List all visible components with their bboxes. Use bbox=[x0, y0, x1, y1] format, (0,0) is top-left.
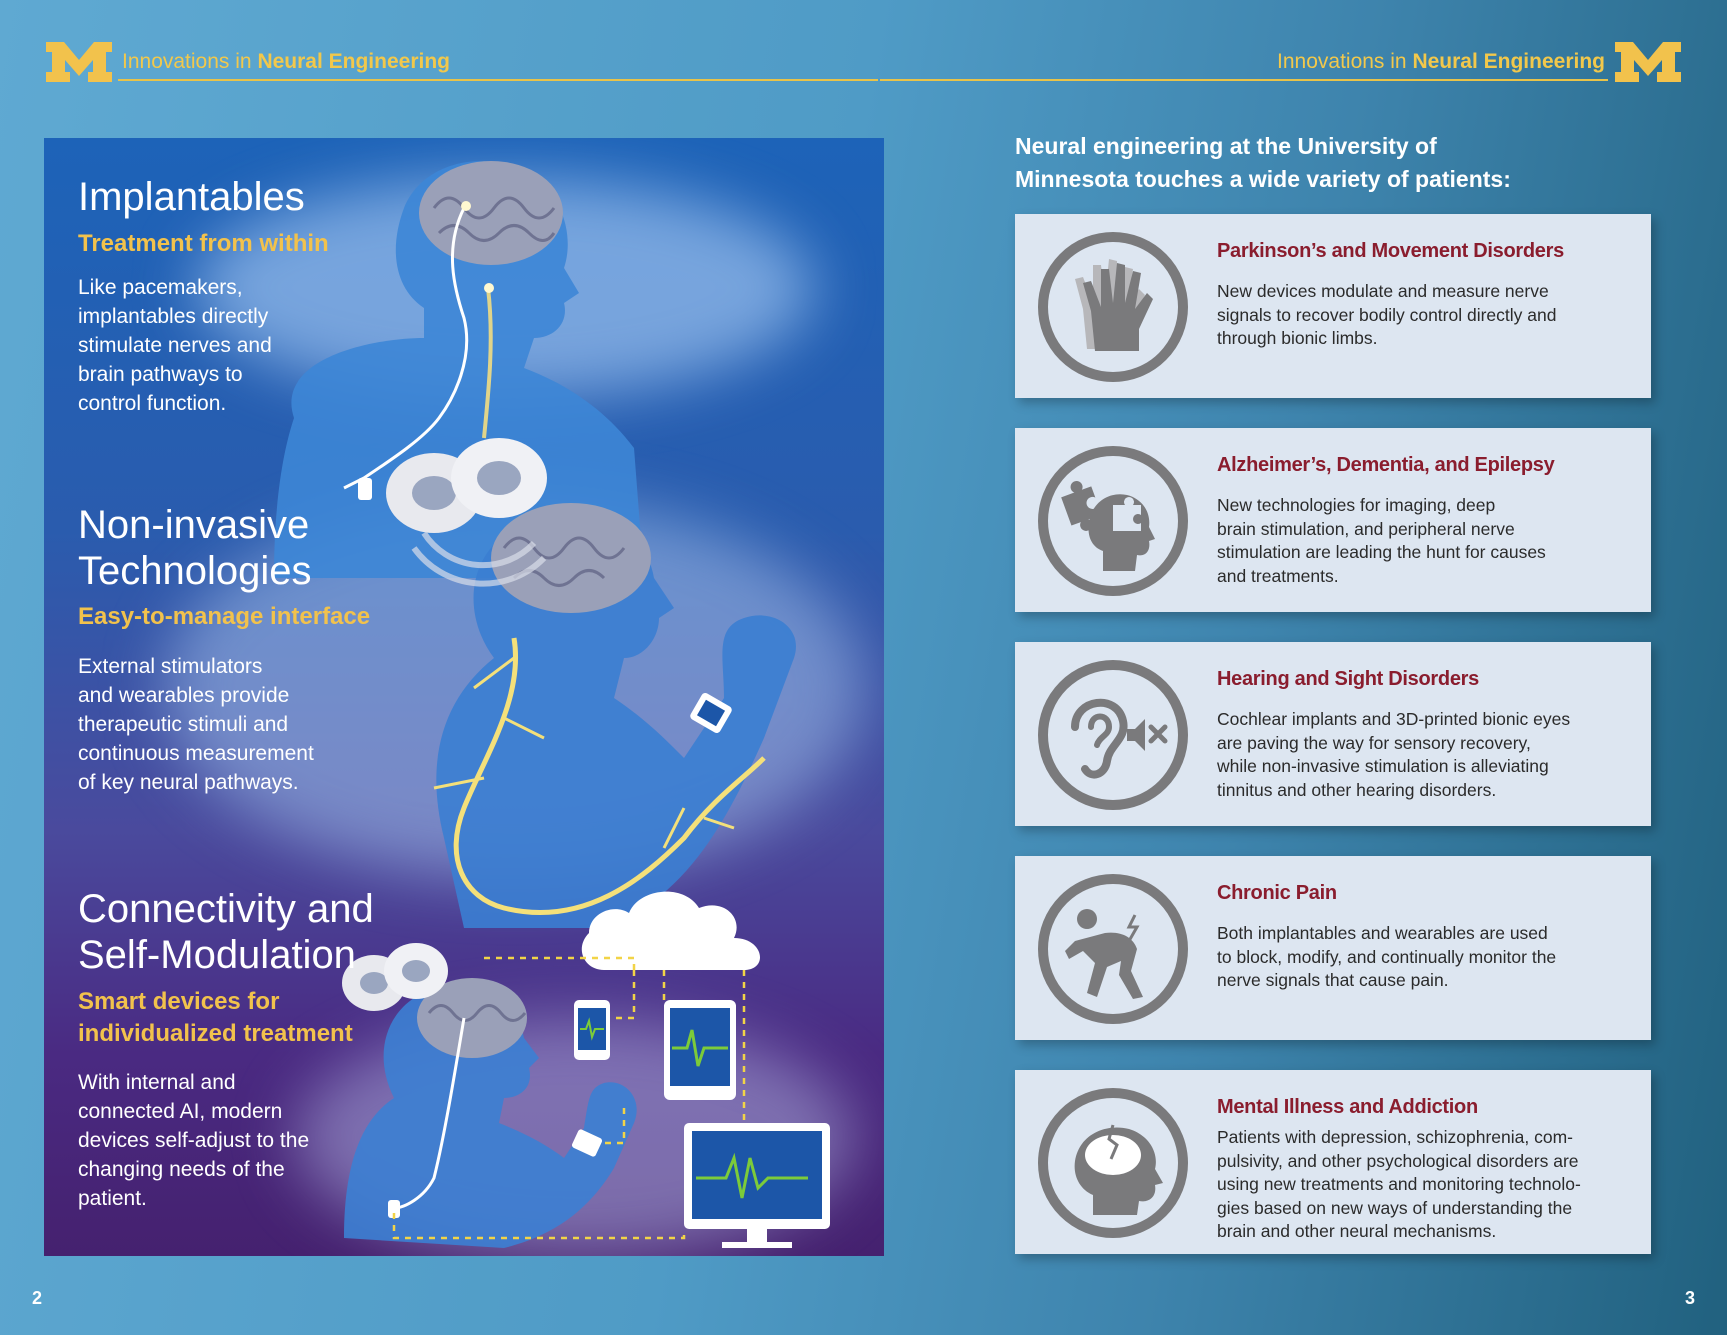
noninvasive-title: Non-invasive Technologies bbox=[78, 503, 312, 593]
card-title: Hearing and Sight Disorders bbox=[1217, 668, 1479, 690]
university-m-logo bbox=[1613, 40, 1683, 84]
left-panel bbox=[44, 138, 884, 1256]
noninvasive-figure bbox=[386, 438, 796, 928]
card-title: Mental Illness and Addiction bbox=[1217, 1096, 1478, 1118]
head-brain-icon bbox=[1035, 1085, 1191, 1241]
page-number-left: 2 bbox=[32, 1288, 43, 1308]
page-number-right: 3 bbox=[1684, 1288, 1695, 1308]
right-intro: Neural engineering at the University of Minnesota touches a wide variety of patients: bbox=[1015, 133, 1511, 192]
hand-tremor-icon bbox=[1035, 229, 1191, 385]
head-puzzle-icon bbox=[1035, 443, 1191, 599]
noninvasive-subtitle: Easy-to-manage interface bbox=[78, 603, 371, 630]
card-body: Patients with depression, schizophrenia, com- pulsivity, and other psychological disorders are using new treatments and monitoring technolo- gies based on new ways of understanding the brain and other neural mechanisms. bbox=[1217, 1127, 1581, 1241]
back-pain-icon bbox=[1035, 871, 1191, 1027]
header-rule-right bbox=[880, 79, 1608, 81]
header-title-left: Innovations in Neural Engineering bbox=[122, 50, 450, 73]
ear-mute-icon bbox=[1035, 657, 1191, 813]
university-m-logo bbox=[44, 40, 114, 84]
connectivity-body: With internal and connected AI, modern devices self-adjust to the changing needs of the patient. bbox=[78, 1071, 310, 1210]
noninvasive-body: External stimulators and wearables provide therapeutic stimuli and continuous measurement of key neural pathways. bbox=[78, 655, 314, 794]
card-title: Alzheimer’s, Dementia, and Epilepsy bbox=[1217, 454, 1555, 476]
connectivity-subtitle: Smart devices for individualized treatment bbox=[78, 988, 353, 1047]
card-title: Chronic Pain bbox=[1217, 882, 1337, 904]
card-mental-illness bbox=[1015, 1070, 1651, 1254]
card-title: Parkinson’s and Movement Disorders bbox=[1217, 240, 1564, 262]
implantables-title: Implantables bbox=[78, 175, 305, 219]
header-title-right: Innovations in Neural Engineering bbox=[1277, 50, 1605, 73]
card-chronic-pain bbox=[1015, 856, 1651, 1040]
card-parkinsons bbox=[1015, 214, 1651, 398]
header-rule-left bbox=[118, 79, 878, 81]
card-alzheimers bbox=[1015, 428, 1651, 612]
implantables-body: Like pacemakers, implantables directly stimulate nerves and brain pathways to control function. bbox=[78, 276, 272, 415]
card-body: New technologies for imaging, deep brain stimulation, and peripheral nerve stimulation are leading the hunt for causes and treatments. bbox=[1217, 495, 1546, 586]
connectivity-title: Connectivity and Self-Modulation bbox=[78, 887, 374, 977]
card-body: Both implantables and wearables are used to block, modify, and continually monitor the nerve signals that cause pain. bbox=[1217, 923, 1557, 990]
implantables-subtitle: Treatment from within bbox=[78, 230, 329, 257]
connectivity-figure bbox=[342, 892, 830, 1248]
card-hearing bbox=[1015, 642, 1651, 826]
card-body: New devices modulate and measure nerve signals to recover bodily control directly and through bionic limbs. bbox=[1217, 281, 1557, 348]
card-body: Cochlear implants and 3D-printed bionic eyes are paving the way for sensory recovery, while non-invasive stimulation is alleviating tinnitus and other hearing disorders. bbox=[1217, 709, 1571, 800]
